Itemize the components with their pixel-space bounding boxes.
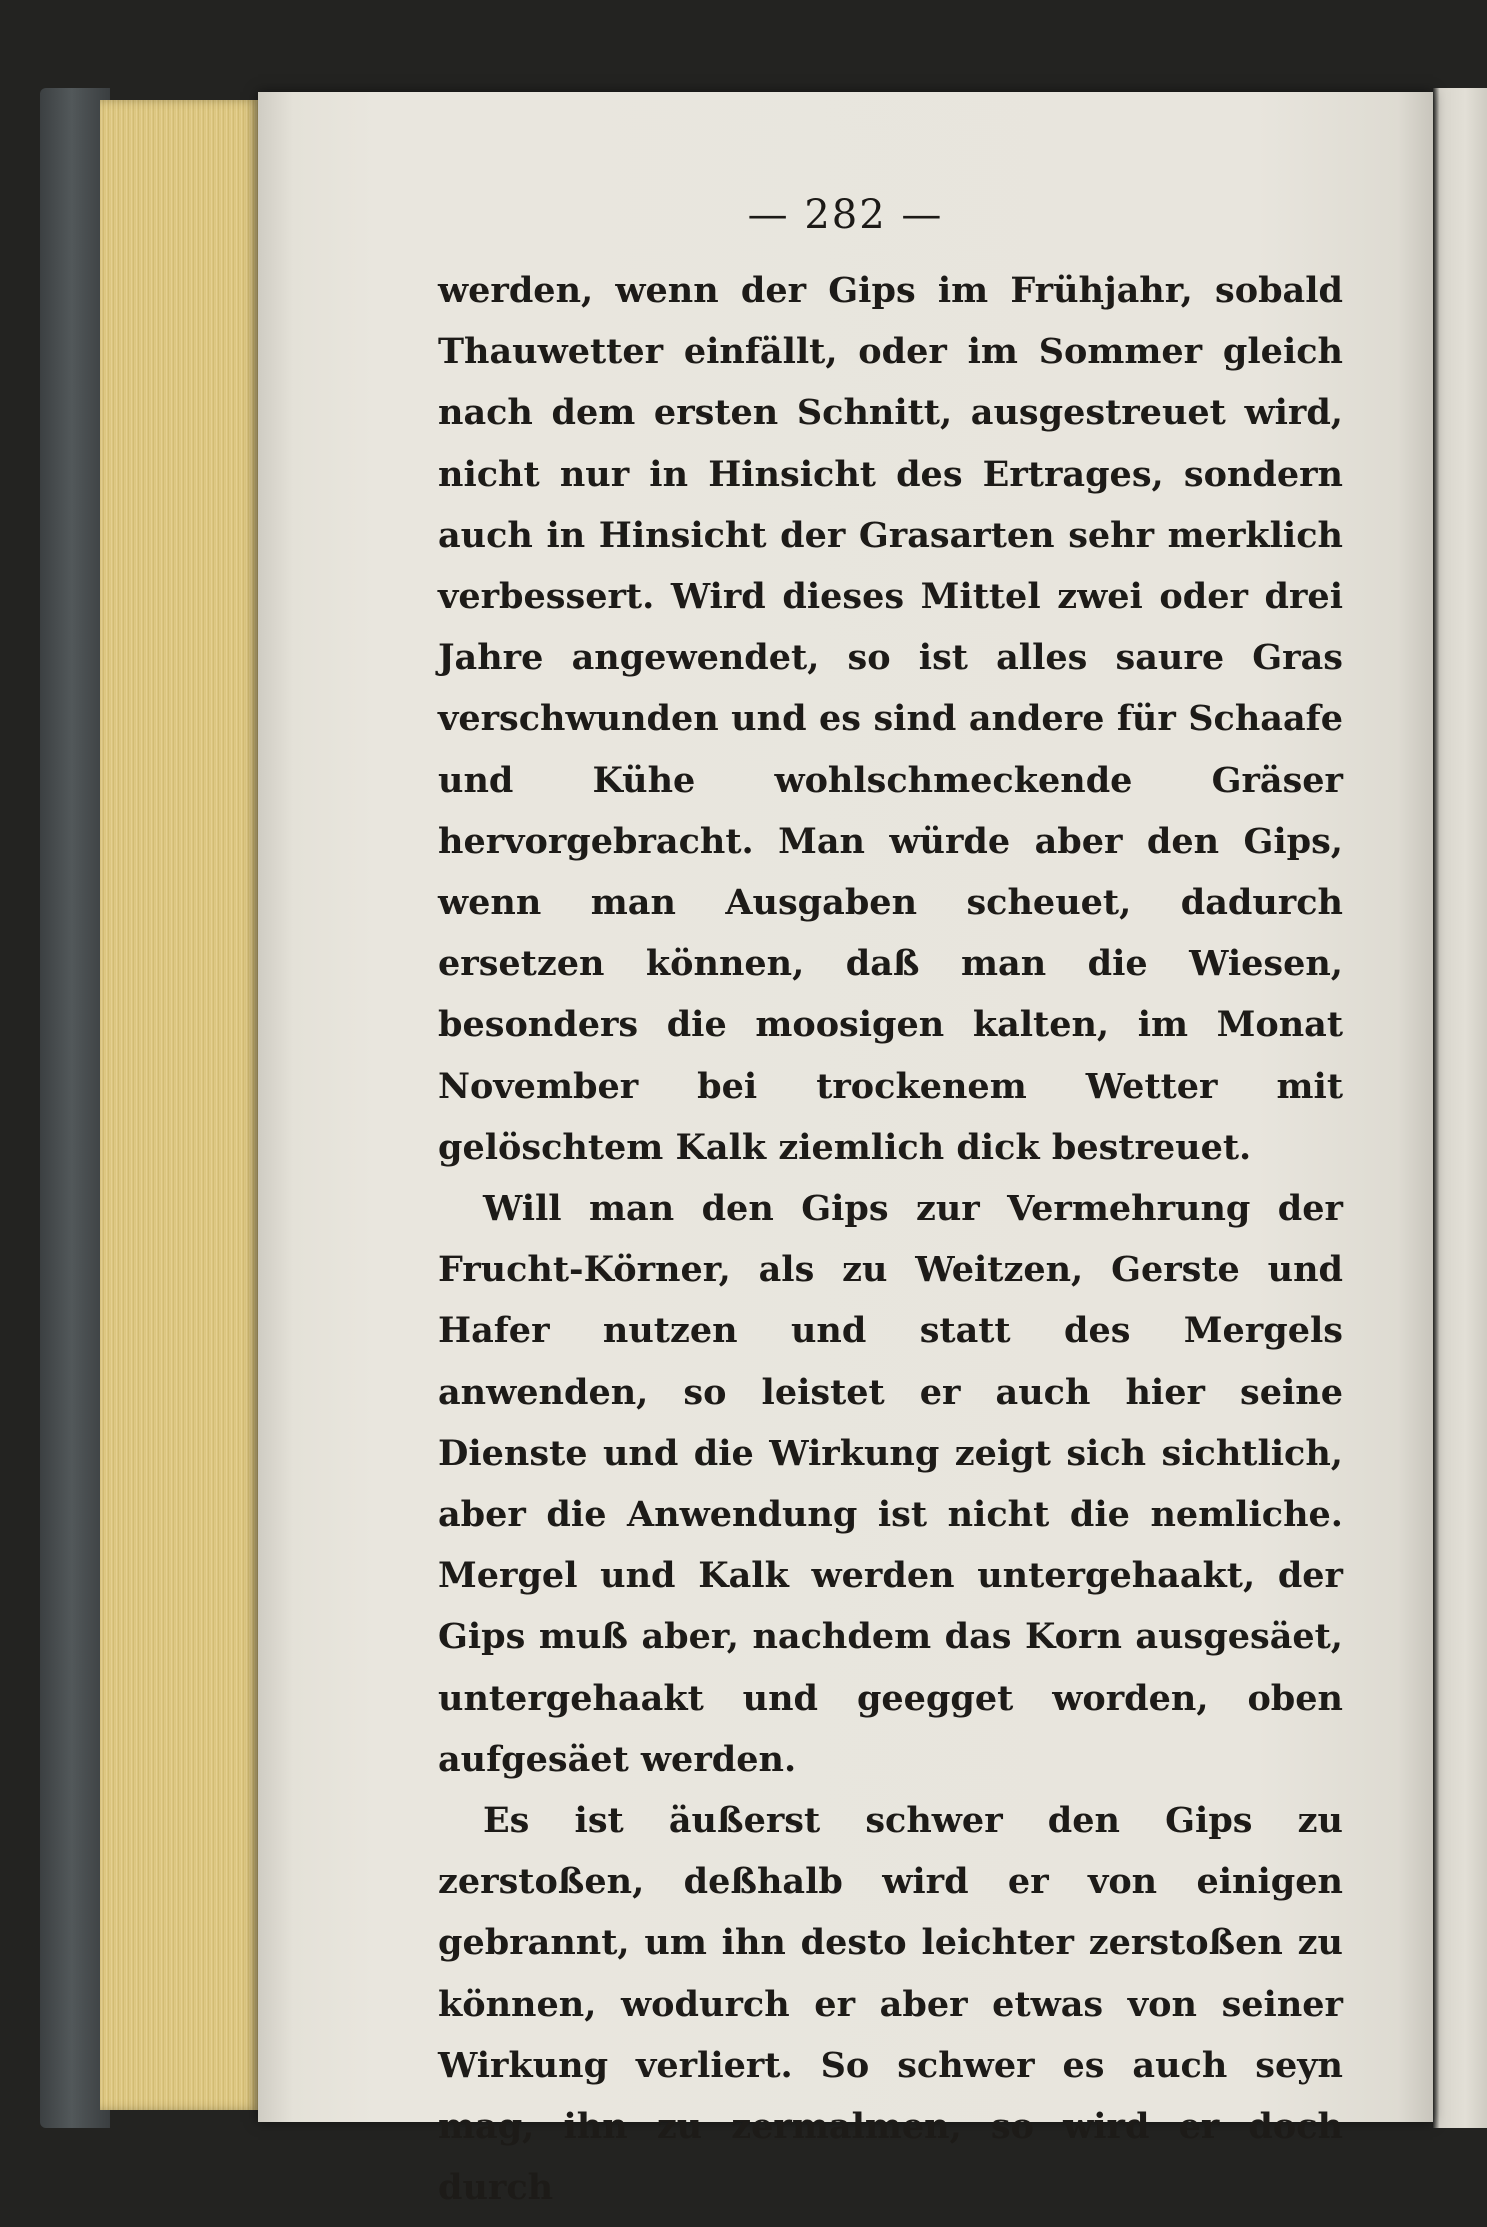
paragraph-3: Es ist äußerst schwer den Gips zu zerstoßen, deßhalb wird er von einigen gebrannt, um ihn desto leichter zerstoßen zu können, wodurch er aber etwas von seiner Wirkung verliert. So schwer es auch seyn mag, ihn zu zermalmen, so wird er doch durch bbox=[438, 1800, 1343, 2209]
page-block-edges bbox=[100, 100, 260, 2110]
paragraph-2: Will man den Gips zur Vermehrung der Frucht-Körner, als zu Weitzen, Gerste und Hafer nutzen und statt des Mergels anwenden, so leistet er auch hier seine Dienste und die Wirkung zeigt sich sichtlich, aber die Anwendung ist nicht die nemliche. Mergel und Kalk werden untergehaakt, der Gips muß aber, nachdem das Korn ausgesäet, untergehaakt und geegget worden, oben aufgesäet werden. bbox=[438, 1188, 1343, 1780]
page-body bbox=[438, 260, 1343, 2219]
book-page bbox=[258, 92, 1433, 2209]
facing-page-edge bbox=[1433, 88, 1487, 2128]
page-number: — 282 — bbox=[747, 192, 944, 238]
paragraph-1: werden, wenn der Gips im Frühjahr, sobald Thauwetter einfällt, oder im Sommer gleich nach dem ersten Schnitt, ausgestreuet wird, nicht nur in Hinsicht des Ertrages, sondern auch in Hinsicht der Grasarten sehr merklich verbessert. Wird dieses Mittel zwei oder drei Jahre angewendet, so ist alles saure Gras verschwunden und es sind andere für Schaafe und Kühe wohlschmeckende Gräser hervorgebracht. Man würde aber den Gips, wenn man Ausgaben scheuet, dadurch ersetzen können, daß man die Wiesen, besonders die moosigen kalten, im Monat November bei trockenem Wetter mit gelöschtem Kalk ziemlich dick bestreuet. bbox=[438, 270, 1343, 1168]
